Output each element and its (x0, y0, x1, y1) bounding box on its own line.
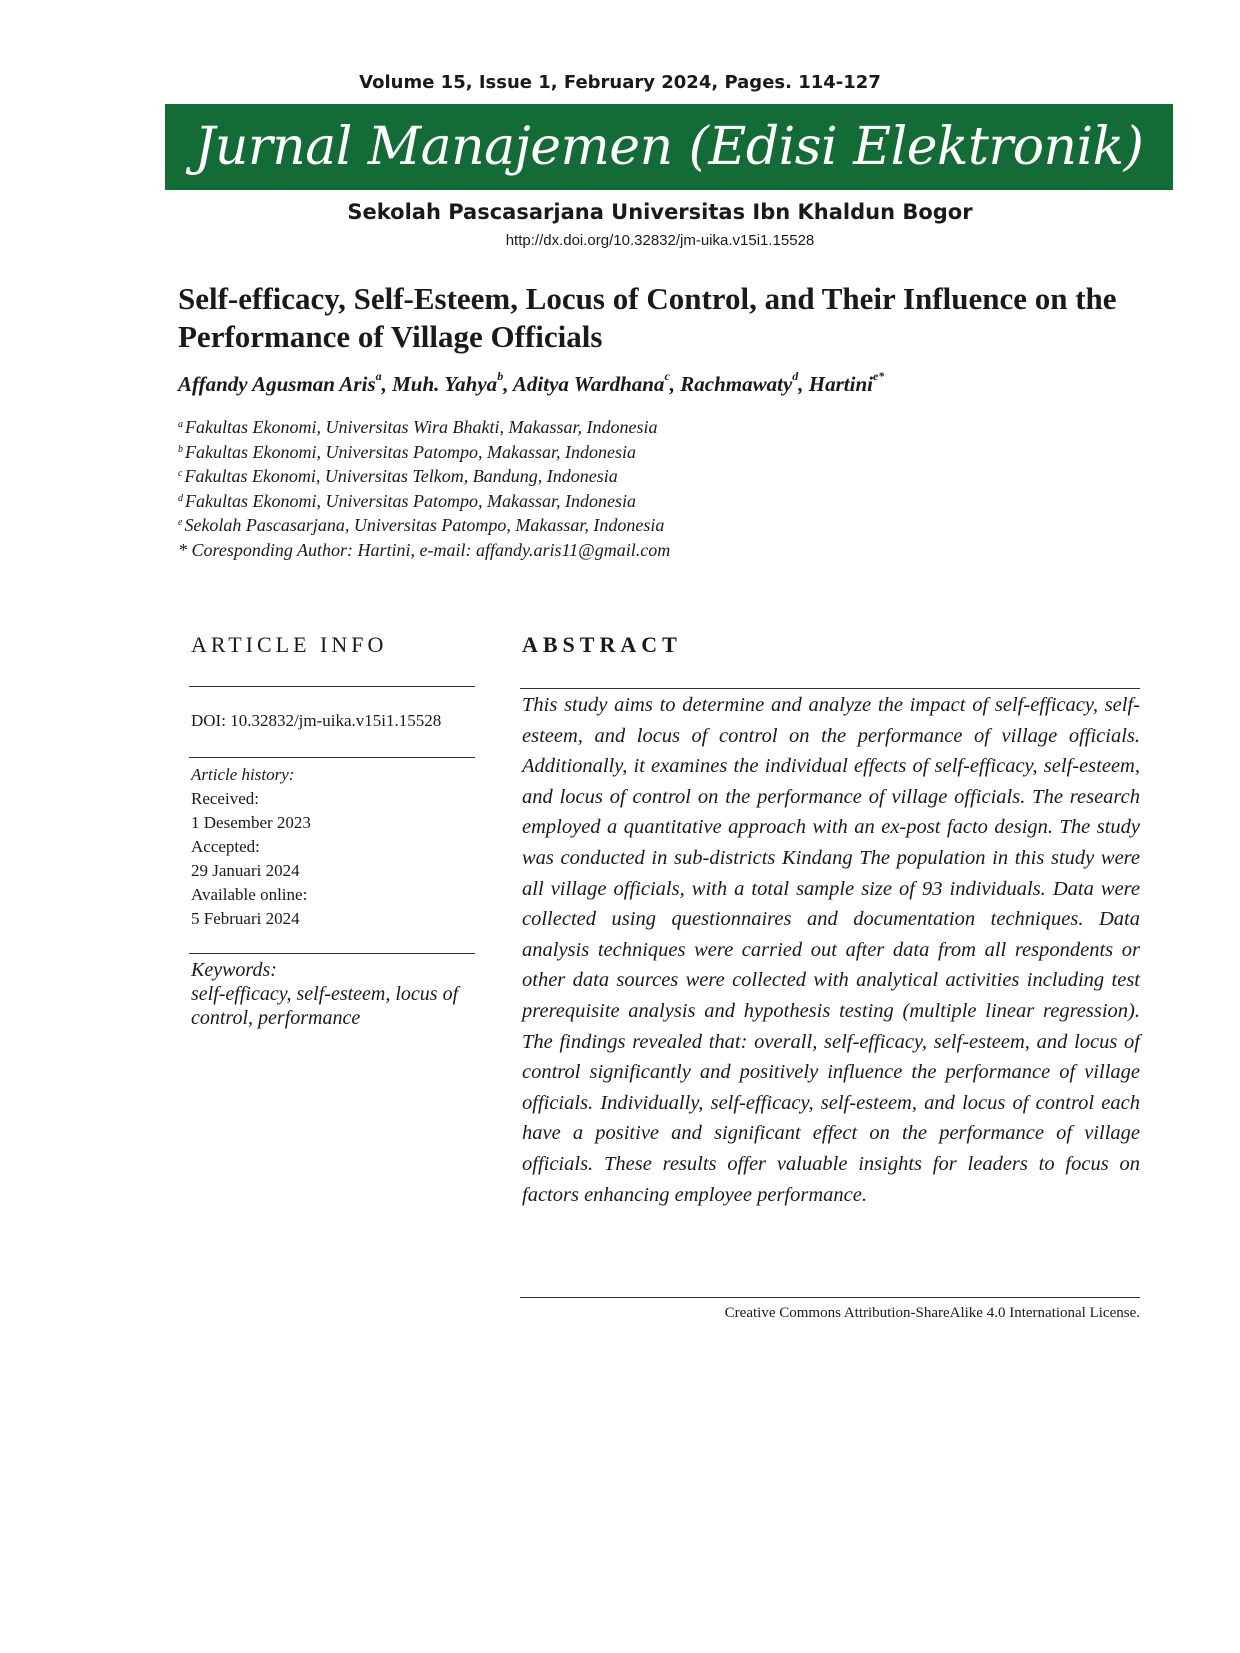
author-mark: a (375, 369, 382, 383)
divider (189, 686, 475, 687)
history-item: 1 Desember 2023 (191, 813, 311, 832)
divider (189, 757, 475, 758)
history-item: Accepted: (191, 837, 260, 856)
author-name: Affandy Agusman Aris (178, 372, 376, 396)
keywords-block (191, 958, 481, 1030)
affiliation-text: Fakultas Ekonomi, Universitas Telkom, Bandung, Indonesia (184, 466, 618, 486)
affiliation-mark: e (178, 517, 183, 528)
author-name: Rachmawaty (680, 372, 793, 396)
corresponding-author: * Coresponding Author: Hartini, e-mail: affandy.aris11@gmail.com (178, 539, 671, 560)
affiliation-item (178, 440, 978, 465)
affiliation-item (178, 415, 978, 440)
affiliation-mark: c (178, 468, 183, 479)
history-item: Available online: (191, 885, 308, 904)
keywords-list: self-efficacy, self-esteem, locus of control, performance (191, 983, 459, 1029)
article-history (191, 763, 461, 931)
affiliation-item (178, 513, 978, 538)
divider (189, 953, 475, 954)
doi-link[interactable]: http://dx.doi.org/10.32832/jm-uika.v15i1.15528 (505, 232, 815, 249)
author-name: Aditya Wardhana (512, 372, 665, 396)
affiliation-mark: a (178, 419, 183, 430)
journal-banner (165, 104, 1173, 190)
affiliation-item (178, 489, 978, 514)
paper-title: Self-efficacy, Self-Esteem, Locus of Control, and Their Influence on the Performance of Village Officials (178, 281, 1117, 354)
article-doi: DOI: 10.32832/jm-uika.v15i1.15528 (191, 711, 442, 730)
affiliation-mark: d (178, 492, 183, 504)
abstract-text: This study aims to determine and analyze the impact of self-efficacy, self-esteem, and locus of control on the performance of village officials. Additionally, it examines the individual effects of self-efficacy, self-esteem, and locus of control on the performance of village officials. The research employed a quantitative approach with an ex-post facto design. The study was conducted in sub-districts Kindang The population in this study were all village officials, with a total sample size of 93 individuals. Data were collected using questionnaires and documentation techniques. Data analysis techniques were carried out after data from all respondents or other data sources were collected with analytical activities including test prerequisite analysis and hypothesis testing (multiple linear regression). The findings revealed that: overall, self-efficacy, self-esteem, and locus of control significantly and positively influence the performance of village officials. Individually, self-efficacy, self-esteem, and locus of control each have a positive and significant effect on the performance of village officials. These results offer valuable insights for leaders to focus on factors enhancing employee performance. (522, 694, 1140, 1206)
author-mark: d (792, 369, 799, 383)
journal-name: Jurnal Manajemen (Edisi Elektronik) (194, 117, 1144, 177)
affiliation-text: Fakultas Ekonomi, Universitas Wira Bhakti, Makassar, Indonesia (185, 417, 658, 437)
affiliation-mark: b (178, 443, 183, 455)
history-item: 29 Januari 2024 (191, 861, 300, 880)
article-info-heading: ARTICLE INFO (191, 632, 388, 657)
author-mark: b (497, 369, 504, 383)
history-item: 5 Februari 2024 (191, 909, 300, 928)
divider (520, 688, 1140, 689)
author-name: Hartini (808, 372, 873, 396)
affiliation-text: Sekolah Pascasarjana, Universitas Patompo, Makassar, Indonesia (184, 515, 665, 535)
affiliation-text: Fakultas Ekonomi, Universitas Patompo, Makassar, Indonesia (185, 490, 636, 511)
author-mark: e* (872, 369, 885, 383)
affiliation-list (178, 415, 978, 562)
affiliation-text: Fakultas Ekonomi, Universitas Patompo, Makassar, Indonesia (185, 441, 636, 462)
divider (520, 1297, 1140, 1298)
keywords-label: Keywords: (191, 959, 277, 981)
history-label: Article history: (191, 765, 295, 784)
author-list: Affandy Agusman Aris$^a$, Muh. Yahya$^b$, Aditya Wardhana$^c$, Rachmawaty$^d$, Hartini$^{e*}$ (178, 369, 885, 396)
volume-issue-line: Volume 15, Issue 1, February 2024, Pages. 114-127 (359, 72, 881, 93)
author-mark: c (664, 369, 670, 383)
affiliation-item (178, 464, 978, 489)
license-text: Creative Commons Attribution-ShareAlike 4.0 International License. (724, 1305, 1140, 1321)
author-name: Muh. Yahya (392, 372, 498, 396)
history-item: Received: (191, 789, 259, 808)
institution-name: Sekolah Pascasarjana Universitas Ibn Khaldun Bogor (347, 200, 973, 224)
abstract-heading: ABSTRACT (522, 632, 682, 657)
